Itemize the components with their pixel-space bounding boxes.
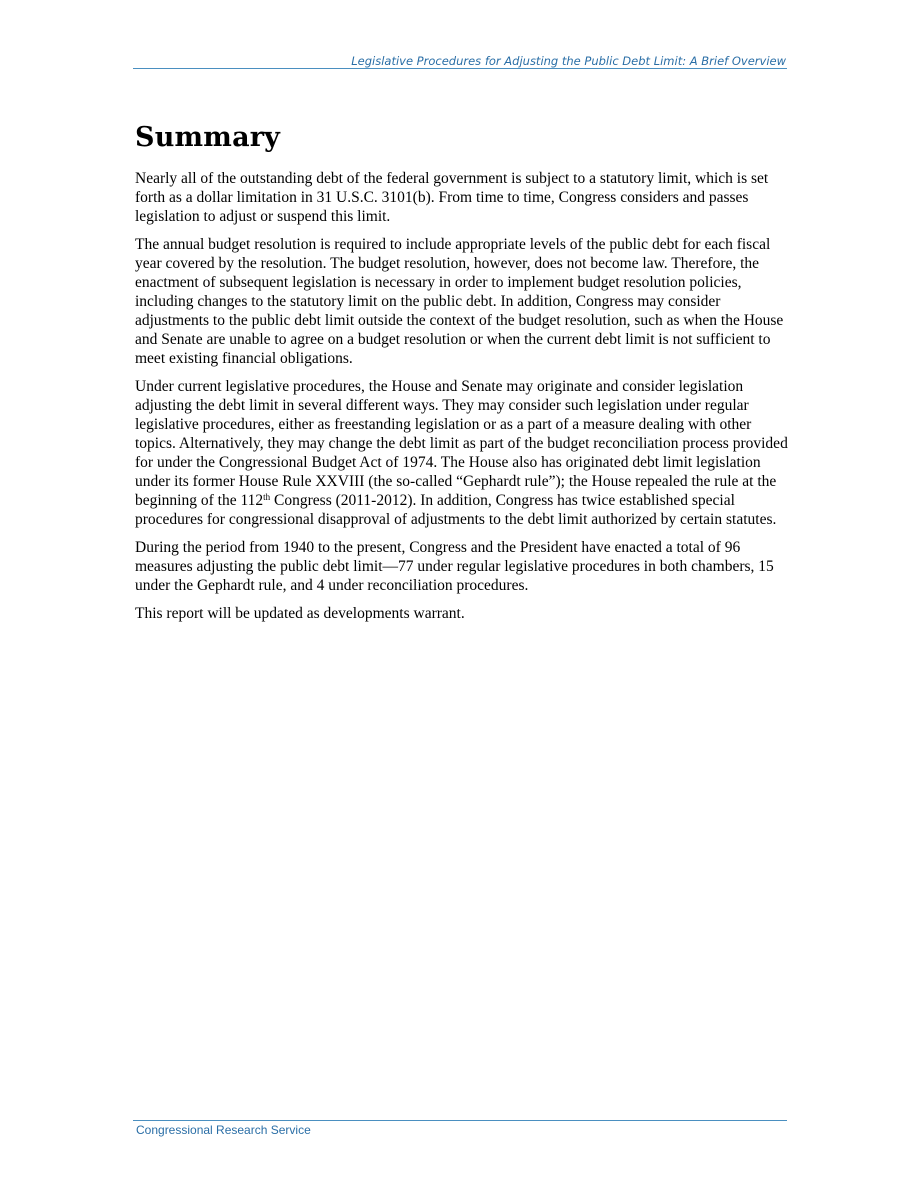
summary-paragraph-4: During the period from 1940 to the present, Congress and the President have enacted a total of 96 measures adjusting the public debt limit—77 under regular legislative procedures in both chambers, 15 under the Gephardt rule, and 4 under reconciliation procedures. bbox=[135, 539, 774, 594]
summary-paragraph-1: Nearly all of the outstanding debt of the federal government is subject to a statutory limit, which is set forth as a dollar limitation in 31 U.S.C. 3101(b). From time to time, Congress considers and passes legislation to adjust or suspend this limit. bbox=[135, 170, 769, 225]
header-rule bbox=[133, 68, 787, 69]
summary-paragraph-5: This report will be updated as developments warrant. bbox=[135, 605, 465, 622]
footer-rule bbox=[133, 1120, 787, 1121]
summary-body bbox=[135, 169, 789, 632]
paragraph-3-text-start: Under current legislative procedures, the House and Senate may originate and consider legislation adjusting the debt limit in several different ways. They may consider such legislation under regular legislative procedures, either as freestanding legislation or as a part of a measure dealing with other topics. Alternatively, they may change the debt limit as part of the budget reconciliation process provided for under the Congressional Budget Act of 1974. The House also has originated debt limit legislation under its former House Rule XXVIII (the so-called “Gephardt rule”); the House repealed the rule at the beginning of the 112 bbox=[135, 378, 788, 509]
running-header: Legislative Procedures for Adjusting the Public Debt Limit: A Brief Overview bbox=[351, 54, 786, 68]
summary-paragraph-2: The annual budget resolution is required to include appropriate levels of the public debt for each fiscal year covered by the resolution. The budget resolution, however, does not become law. Therefore, the enactment of subsequent legislation is necessary in order to implement budget resolution policies, including changes to the statutory limit on the public debt. In addition, Congress may consider adjustments to the public debt limit outside the context of the budget resolution, such as when the House and Senate are unable to agree on a budget resolution or when the current debt limit is not sufficient to meet existing financial obligations. bbox=[135, 236, 784, 367]
summary-paragraph-3 bbox=[135, 377, 789, 529]
ordinal-superscript: th bbox=[263, 492, 271, 502]
paragraph-3-text-end: Congress (2011-2012). In addition, Congress has twice established special procedures for congressional disapproval of adjustments to the debt limit authorized by certain statutes. bbox=[135, 492, 777, 528]
summary-heading: Summary bbox=[135, 122, 281, 153]
footer-organization: Congressional Research Service bbox=[136, 1123, 311, 1137]
